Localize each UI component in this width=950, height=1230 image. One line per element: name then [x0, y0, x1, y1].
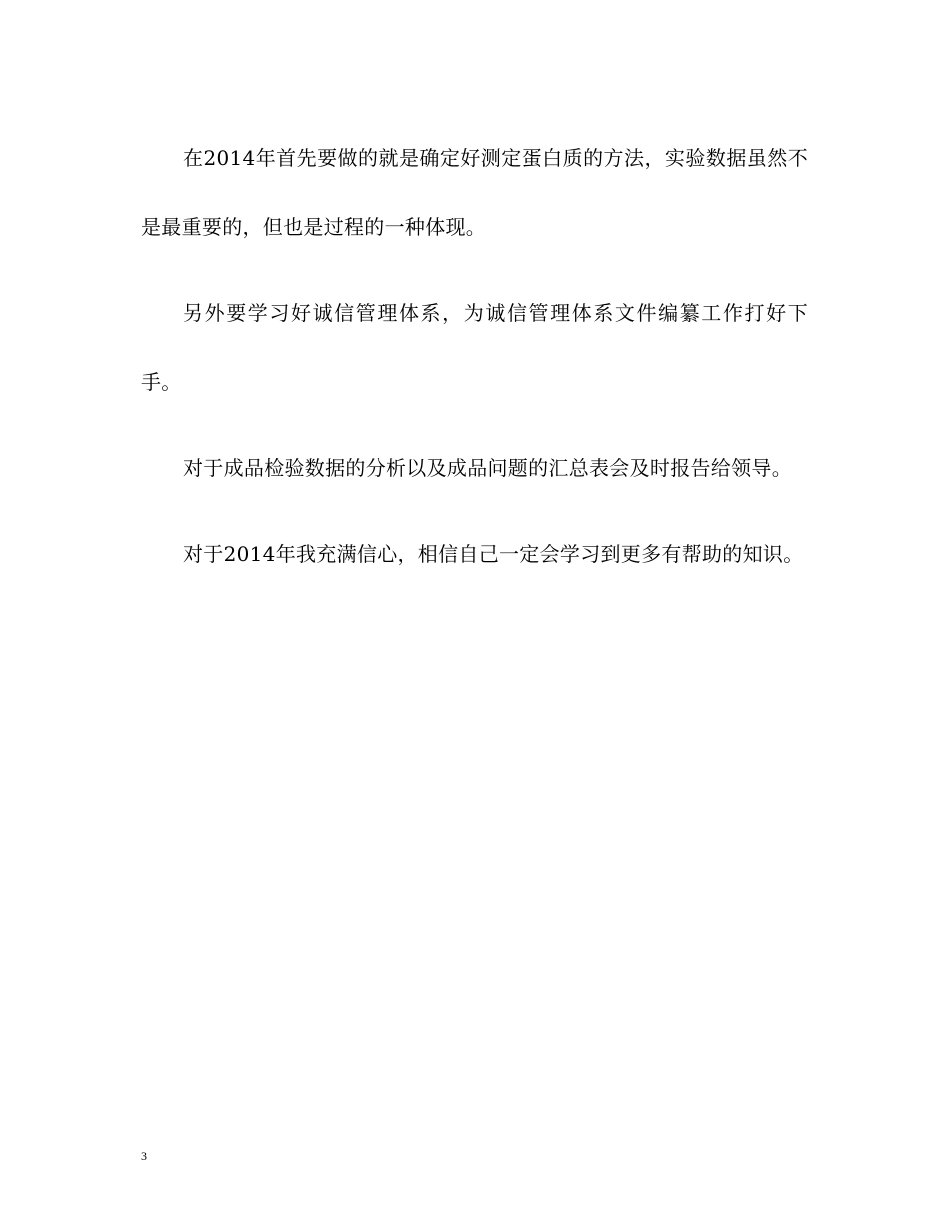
paragraph-confidence: 对于2014年我充满信心，相信自己一定会学习到更多有帮助的知识。 [183, 542, 804, 566]
document-body [141, 124, 808, 589]
page-number: 3 [141, 1149, 147, 1163]
paragraph-inspection-report: 对于成品检验数据的分析以及成品问题的汇总表会及时报告给领导。 [183, 456, 792, 480]
paragraph-protein-method: 在2014年首先要做的就是确定好测定蛋白质的方法，实验数据虽然不是最重要的，但也是过程的一种体现。 [141, 146, 808, 239]
paragraph-integrity-system: 另外要学习好诚信管理体系，为诚信管理体系文件编纂工作打好下手。 [141, 301, 808, 394]
